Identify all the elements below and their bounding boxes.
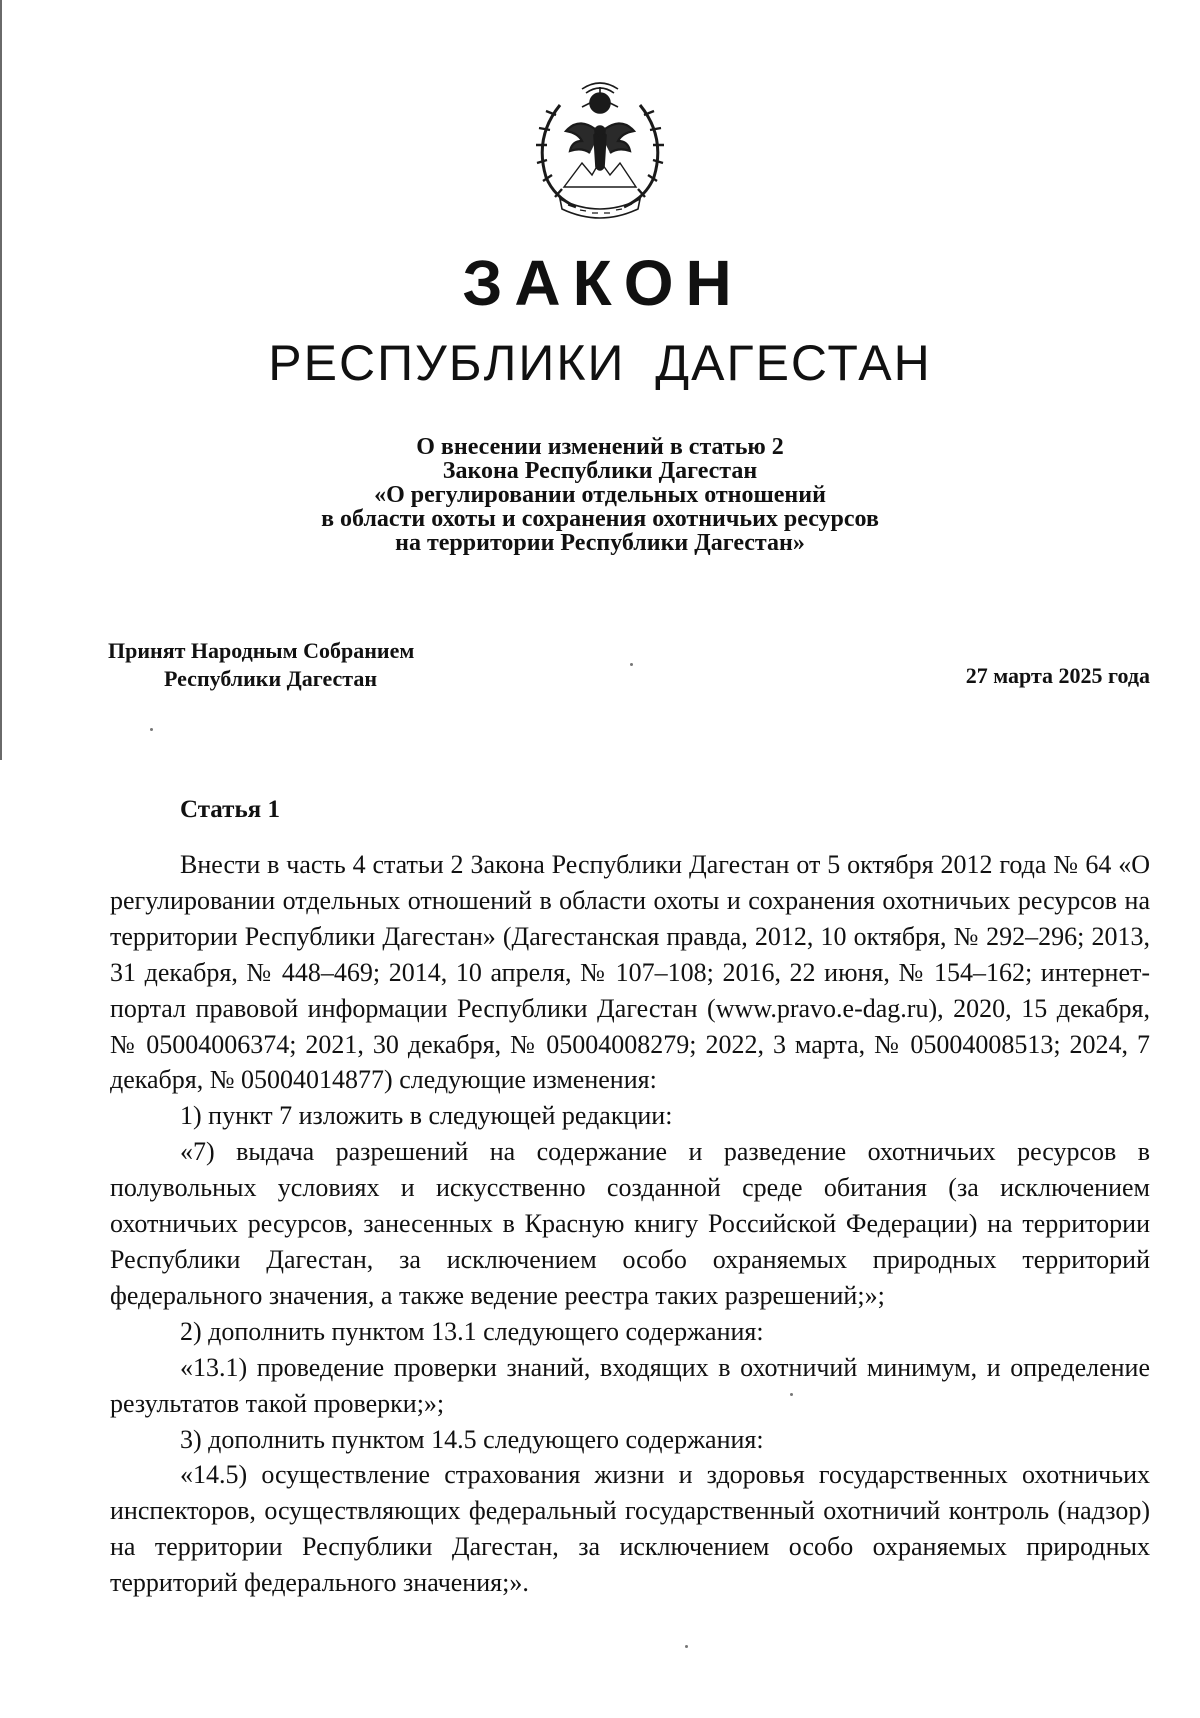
article-title: Статья 1 — [180, 796, 280, 823]
article-paragraph: 2) дополнить пунктом 13.1 следующего содержания: — [180, 1316, 764, 1346]
republic-heading: РЕСПУБЛИКИ ДАГЕСТАН — [268, 335, 932, 391]
article-paragraph: «7) выдача разрешений на содержание и разведение охотничьих ресурсов в полувольных условиях и искусственно созданной среде обитания (за исключением охотничьих ресурсов, занесенных в Красную книгу Российской Федерации) на территории Республики Дагестан, за исключением особо охраняемых природных территорий федерального значения, а также ведение реестра таких разрешений;»; — [110, 1137, 1150, 1310]
adoption-line-2: Республики Дагестан — [164, 666, 378, 691]
article-paragraph: 3) дополнить пунктом 14.5 следующего содержания: — [180, 1424, 764, 1454]
scan-speck — [150, 728, 153, 731]
article-paragraph: «13.1) проведение проверки знаний, входящих в охотничий минимум, и определение результатов такой проверки;»; — [110, 1352, 1150, 1418]
article-paragraph: 1) пункт 7 изложить в следующей редакции: — [180, 1101, 673, 1131]
document-title-line: О внесении изменений в статью 2 — [416, 434, 784, 460]
adoption-statement — [108, 637, 414, 693]
document-title-line: Закона Республики Дагестан — [442, 458, 758, 484]
document-title-line: «О регулировании отдельных отношений — [374, 482, 826, 508]
adoption-line-1: Принят Народным Собранием — [108, 638, 415, 663]
document-title-line: в области охоты и сохранения охотничьих ресурсов — [321, 506, 879, 532]
scan-speck — [790, 1393, 793, 1396]
law-heading: ЗАКОН — [462, 247, 744, 319]
document-title-line: на территории Республики Дагестан» — [395, 530, 805, 556]
article-paragraph: «14.5) осуществление страхования жизни и здоровья государственных охотничьих инспекторов, осуществляющих федеральный государственный охотничий контроль (надзор) на территории Республики Дагестан, за исключением особо охраняемых природных территорий федерального значения;». — [110, 1460, 1150, 1598]
coat-of-arms-icon — [520, 75, 680, 230]
adoption-date: 27 марта 2025 года — [965, 663, 1150, 688]
document-title — [0, 435, 1200, 555]
article-paragraph: Внести в часть 4 статьи 2 Закона Республики Дагестан от 5 октября 2012 года № 64 «О регулировании отдельных отношений в области охоты и сохранения охотничьих ресурсов на территории Республики Дагестан» (Дагестанская правда, 2012, 10 октября, № 292–296; 2013, 31 декабря, № 448–469; 2014, 10 апреля, № 107–108; 2016, 22 июня, № 154–162; интернет-портал правовой информации Республики Дагестан (www.pravo.e-dag.ru), 2020, 15 декабря, № 05004006374; 2021, 30 декабря, № 05004008279; 2022, 3 марта, № 05004008513; 2024, 7 декабря, № 05004014877) следующие изменения: — [110, 850, 1150, 1095]
article-body — [110, 847, 1150, 1601]
scan-speck — [685, 1645, 688, 1648]
scan-speck — [630, 663, 633, 666]
